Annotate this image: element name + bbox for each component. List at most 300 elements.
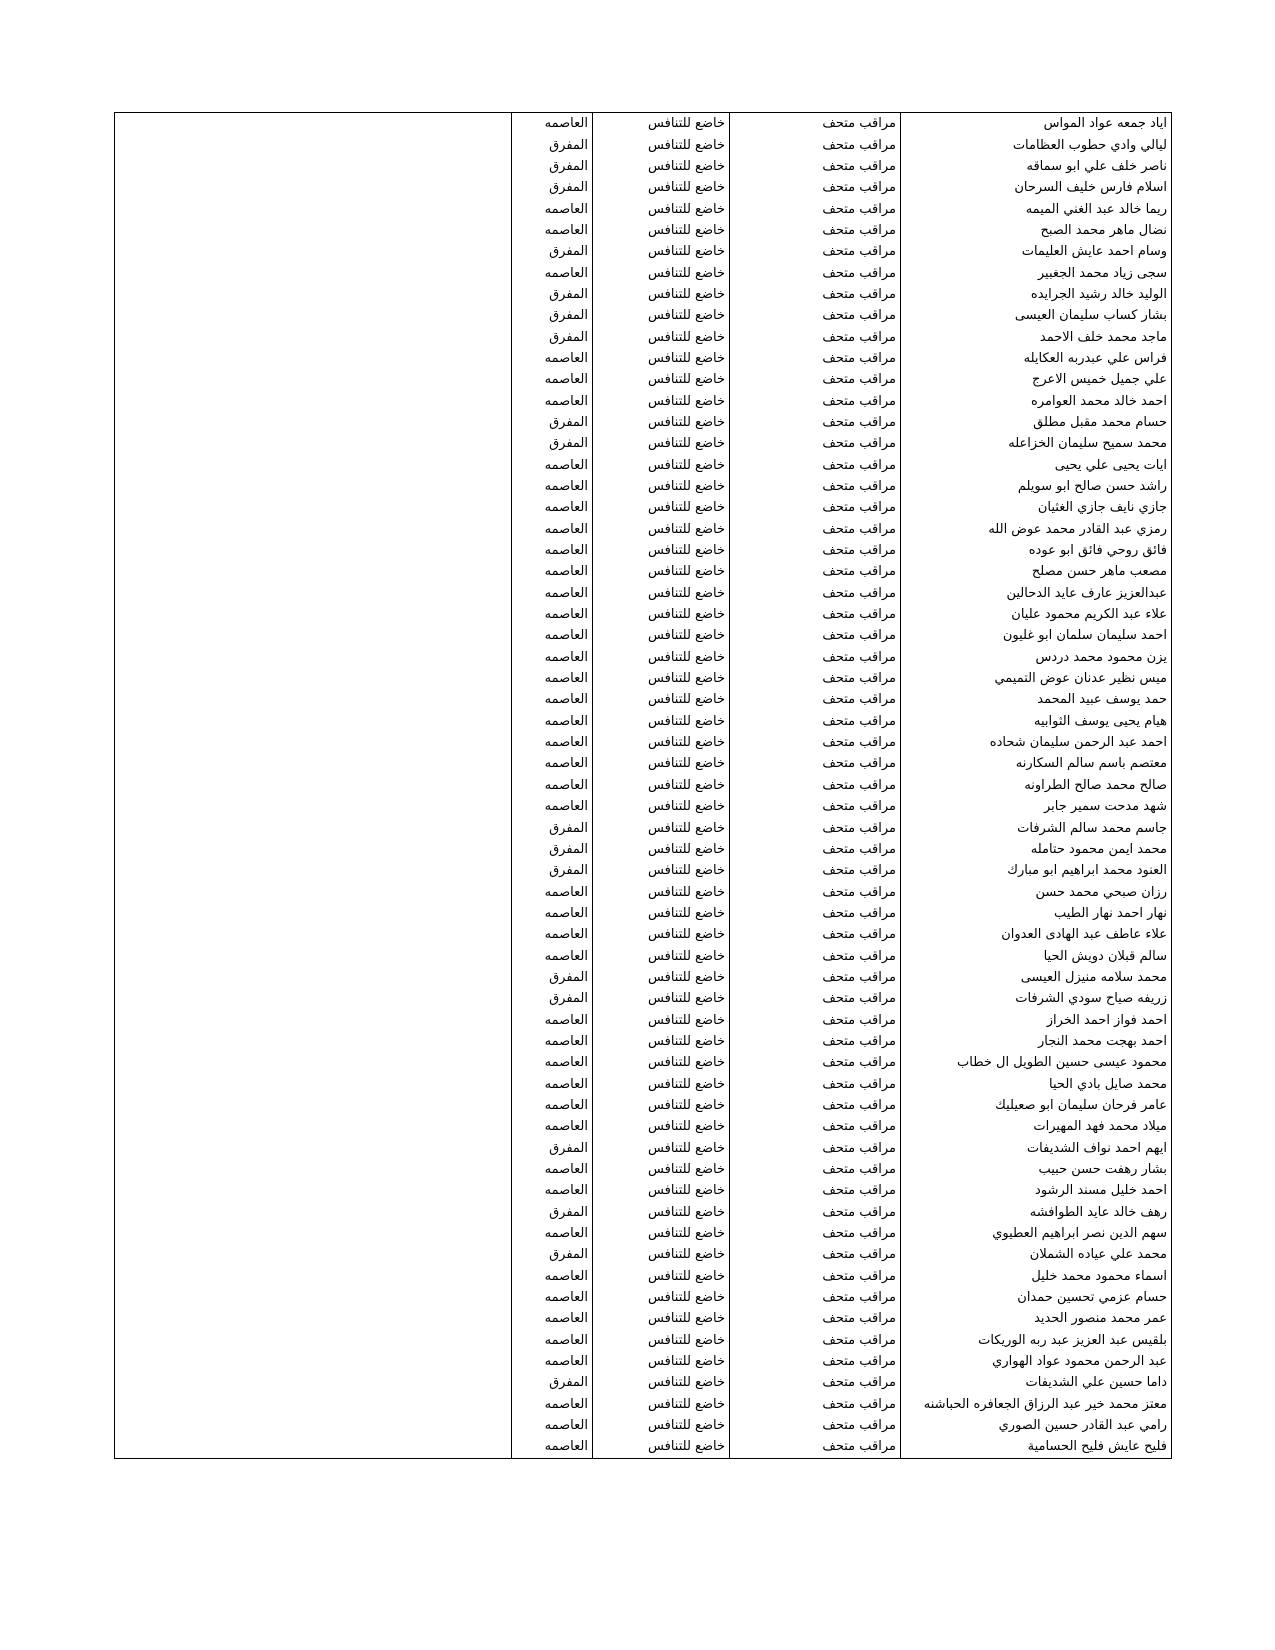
empty-cell	[115, 775, 512, 796]
table-row	[115, 348, 1172, 369]
empty-cell	[115, 796, 512, 817]
table-row	[115, 1351, 1172, 1372]
region-cell: المفرق	[512, 988, 593, 1009]
table-row	[115, 881, 1172, 902]
region-cell: المفرق	[512, 817, 593, 838]
status-cell: خاضع للتنافس	[593, 390, 730, 411]
region-cell: العاصمه	[512, 1031, 593, 1052]
empty-cell	[115, 1351, 512, 1372]
empty-cell	[115, 262, 512, 283]
empty-cell	[115, 967, 512, 988]
job-title-cell: مراقب متحف	[730, 284, 901, 305]
table-row	[115, 668, 1172, 689]
job-title-cell: مراقب متحف	[730, 668, 901, 689]
region-cell: العاصمه	[512, 583, 593, 604]
empty-cell	[115, 198, 512, 219]
region-cell: العاصمه	[512, 476, 593, 497]
name-cell: هيام يحيى يوسف الثوابيه	[901, 711, 1172, 732]
status-cell: خاضع للتنافس	[593, 1330, 730, 1351]
status-cell: خاضع للتنافس	[593, 967, 730, 988]
name-cell: محمد علي عياده الشملان	[901, 1244, 1172, 1265]
region-cell: العاصمه	[512, 668, 593, 689]
table-row	[115, 433, 1172, 454]
table-body	[115, 113, 1172, 1459]
empty-cell	[115, 1244, 512, 1265]
empty-cell	[115, 839, 512, 860]
job-title-cell: مراقب متحف	[730, 839, 901, 860]
name-cell: زريفه صياح سودي الشرفات	[901, 988, 1172, 1009]
name-cell: رامي عبد القادر حسين الصوري	[901, 1415, 1172, 1436]
empty-cell	[115, 689, 512, 710]
status-cell: خاضع للتنافس	[593, 1052, 730, 1073]
name-cell: اسلام فارس خليف السرحان	[901, 177, 1172, 198]
name-cell: احمد خالد محمد العوامره	[901, 390, 1172, 411]
region-cell: العاصمه	[512, 1394, 593, 1415]
empty-cell	[115, 1009, 512, 1030]
status-cell: خاضع للتنافس	[593, 1266, 730, 1287]
region-cell: العاصمه	[512, 945, 593, 966]
empty-cell	[115, 156, 512, 177]
empty-cell	[115, 753, 512, 774]
name-cell: محمد سميح سليمان الخزاعله	[901, 433, 1172, 454]
status-cell: خاضع للتنافس	[593, 988, 730, 1009]
status-cell: خاضع للتنافس	[593, 1180, 730, 1201]
job-title-cell: مراقب متحف	[730, 1180, 901, 1201]
job-title-cell: مراقب متحف	[730, 390, 901, 411]
region-cell: العاصمه	[512, 1073, 593, 1094]
region-cell: المفرق	[512, 177, 593, 198]
empty-cell	[115, 177, 512, 198]
name-cell: سالم قبلان دويش الحيا	[901, 945, 1172, 966]
name-cell: حمد يوسف عبيد المحمد	[901, 689, 1172, 710]
table-row	[115, 1330, 1172, 1351]
name-cell: سجى زياد محمد الجغبير	[901, 262, 1172, 283]
table-row	[115, 1287, 1172, 1308]
table-row	[115, 412, 1172, 433]
job-title-cell: مراقب متحف	[730, 881, 901, 902]
name-cell: بشار كساب سليمان العيسى	[901, 305, 1172, 326]
region-cell: العاصمه	[512, 1159, 593, 1180]
empty-cell	[115, 1116, 512, 1137]
status-cell: خاضع للتنافس	[593, 476, 730, 497]
name-cell: اسماء محمود محمد خليل	[901, 1266, 1172, 1287]
status-cell: خاضع للتنافس	[593, 860, 730, 881]
table-row	[115, 967, 1172, 988]
name-cell: الوليد خالد رشيد الجرايده	[901, 284, 1172, 305]
job-title-cell: مراقب متحف	[730, 369, 901, 390]
job-title-cell: مراقب متحف	[730, 1031, 901, 1052]
name-cell: يزن محمود محمد دردس	[901, 647, 1172, 668]
name-cell: رزان صبحي محمد حسن	[901, 881, 1172, 902]
region-cell: المفرق	[512, 412, 593, 433]
status-cell: خاضع للتنافس	[593, 1351, 730, 1372]
table-row	[115, 305, 1172, 326]
job-title-cell: مراقب متحف	[730, 1116, 901, 1137]
job-title-cell: مراقب متحف	[730, 262, 901, 283]
table-row	[115, 156, 1172, 177]
status-cell: خاضع للتنافس	[593, 1138, 730, 1159]
name-cell: فراس علي عبدربه العكايله	[901, 348, 1172, 369]
job-title-cell: مراقب متحف	[730, 1394, 901, 1415]
region-cell: العاصمه	[512, 220, 593, 241]
job-title-cell: مراقب متحف	[730, 1159, 901, 1180]
name-cell: مصعب ماهر حسن مصلح	[901, 561, 1172, 582]
job-title-cell: مراقب متحف	[730, 860, 901, 881]
table-row	[115, 924, 1172, 945]
empty-cell	[115, 647, 512, 668]
region-cell: العاصمه	[512, 1116, 593, 1137]
table-row	[115, 945, 1172, 966]
region-cell: العاصمه	[512, 711, 593, 732]
region-cell: المفرق	[512, 241, 593, 262]
empty-cell	[115, 1095, 512, 1116]
name-cell: رهف خالد عايد الطوافشه	[901, 1202, 1172, 1223]
table-row	[115, 198, 1172, 219]
table-row	[115, 134, 1172, 155]
table-row	[115, 1031, 1172, 1052]
empty-cell	[115, 369, 512, 390]
job-title-cell: مراقب متحف	[730, 113, 901, 135]
empty-cell	[115, 1223, 512, 1244]
empty-cell	[115, 561, 512, 582]
status-cell: خاضع للتنافس	[593, 625, 730, 646]
region-cell: المفرق	[512, 1138, 593, 1159]
empty-cell	[115, 1138, 512, 1159]
job-title-cell: مراقب متحف	[730, 476, 901, 497]
table-row	[115, 390, 1172, 411]
status-cell: خاضع للتنافس	[593, 1372, 730, 1393]
name-cell: حسام محمد مقبل مطلق	[901, 412, 1172, 433]
name-cell: ماجد محمد خلف الاحمد	[901, 326, 1172, 347]
empty-cell	[115, 1436, 512, 1458]
name-cell: عبد الرحمن محمود عواد الهواري	[901, 1351, 1172, 1372]
empty-cell	[115, 817, 512, 838]
table-row	[115, 1308, 1172, 1329]
job-title-cell: مراقب متحف	[730, 583, 901, 604]
status-cell: خاضع للتنافس	[593, 113, 730, 135]
job-title-cell: مراقب متحف	[730, 945, 901, 966]
status-cell: خاضع للتنافس	[593, 1116, 730, 1137]
name-cell: بشار رهفت حسن حبيب	[901, 1159, 1172, 1180]
table-row	[115, 1415, 1172, 1436]
empty-cell	[115, 988, 512, 1009]
region-cell: العاصمه	[512, 732, 593, 753]
status-cell: خاضع للتنافس	[593, 903, 730, 924]
status-cell: خاضع للتنافس	[593, 241, 730, 262]
table-row	[115, 1138, 1172, 1159]
region-cell: المفرق	[512, 839, 593, 860]
job-title-cell: مراقب متحف	[730, 1330, 901, 1351]
name-cell: محمد سلامه منيزل العيسى	[901, 967, 1172, 988]
name-cell: محمد صايل بادي الحيا	[901, 1073, 1172, 1094]
table-row	[115, 497, 1172, 518]
table-row	[115, 1372, 1172, 1393]
region-cell: العاصمه	[512, 390, 593, 411]
status-cell: خاضع للتنافس	[593, 134, 730, 155]
region-cell: العاصمه	[512, 540, 593, 561]
name-cell: حسام عزمي تحسين حمدان	[901, 1287, 1172, 1308]
status-cell: خاضع للتنافس	[593, 732, 730, 753]
table-row	[115, 241, 1172, 262]
status-cell: خاضع للتنافس	[593, 753, 730, 774]
empty-cell	[115, 305, 512, 326]
region-cell: العاصمه	[512, 604, 593, 625]
name-cell: معتز محمد خير عبد الرزاق الجعافره الحباشنه	[901, 1394, 1172, 1415]
table-row	[115, 519, 1172, 540]
region-cell: العاصمه	[512, 1266, 593, 1287]
job-title-cell: مراقب متحف	[730, 988, 901, 1009]
name-cell: احمد خليل مسند الرشود	[901, 1180, 1172, 1201]
table-row	[115, 583, 1172, 604]
status-cell: خاضع للتنافس	[593, 369, 730, 390]
region-cell: العاصمه	[512, 924, 593, 945]
status-cell: خاضع للتنافس	[593, 1159, 730, 1180]
region-cell: المفرق	[512, 1244, 593, 1265]
empty-cell	[115, 583, 512, 604]
region-cell: العاصمه	[512, 1095, 593, 1116]
empty-cell	[115, 1372, 512, 1393]
status-cell: خاضع للتنافس	[593, 1287, 730, 1308]
region-cell: العاصمه	[512, 369, 593, 390]
name-cell: احمد سليمان سلمان ابو غليون	[901, 625, 1172, 646]
name-cell: العنود محمد ابراهيم ابو مبارك	[901, 860, 1172, 881]
table-row	[115, 711, 1172, 732]
job-title-cell: مراقب متحف	[730, 1244, 901, 1265]
table-row	[115, 177, 1172, 198]
table-row	[115, 220, 1172, 241]
name-cell: فائق روحي فائق ابو عوده	[901, 540, 1172, 561]
name-cell: عبدالعزيز عارف عايد الدحالين	[901, 583, 1172, 604]
table-row	[115, 262, 1172, 283]
job-title-cell: مراقب متحف	[730, 604, 901, 625]
status-cell: خاضع للتنافس	[593, 497, 730, 518]
empty-cell	[115, 1159, 512, 1180]
table-row	[115, 1052, 1172, 1073]
table-row	[115, 817, 1172, 838]
status-cell: خاضع للتنافس	[593, 711, 730, 732]
job-title-cell: مراقب متحف	[730, 711, 901, 732]
empty-cell	[115, 1180, 512, 1201]
status-cell: خاضع للتنافس	[593, 1009, 730, 1030]
status-cell: خاضع للتنافس	[593, 1244, 730, 1265]
job-title-cell: مراقب متحف	[730, 775, 901, 796]
table-row	[115, 753, 1172, 774]
job-title-cell: مراقب متحف	[730, 1308, 901, 1329]
empty-cell	[115, 1073, 512, 1094]
status-cell: خاضع للتنافس	[593, 817, 730, 838]
region-cell: العاصمه	[512, 198, 593, 219]
region-cell: العاصمه	[512, 1009, 593, 1030]
empty-cell	[115, 625, 512, 646]
job-title-cell: مراقب متحف	[730, 625, 901, 646]
region-cell: المفرق	[512, 967, 593, 988]
region-cell: العاصمه	[512, 1308, 593, 1329]
table-row	[115, 1244, 1172, 1265]
name-cell: ميلاد محمد فهد المهيرات	[901, 1116, 1172, 1137]
table-row	[115, 1180, 1172, 1201]
job-title-cell: مراقب متحف	[730, 134, 901, 155]
status-cell: خاضع للتنافس	[593, 561, 730, 582]
job-title-cell: مراقب متحف	[730, 241, 901, 262]
table-row	[115, 796, 1172, 817]
empty-cell	[115, 455, 512, 476]
name-cell: صالح محمد صالح الطراونه	[901, 775, 1172, 796]
empty-cell	[115, 1052, 512, 1073]
region-cell: العاصمه	[512, 1052, 593, 1073]
status-cell: خاضع للتنافس	[593, 1031, 730, 1052]
status-cell: خاضع للتنافس	[593, 1095, 730, 1116]
empty-cell	[115, 326, 512, 347]
table-row	[115, 839, 1172, 860]
name-cell: وسام احمد عايش العليمات	[901, 241, 1172, 262]
job-title-cell: مراقب متحف	[730, 1223, 901, 1244]
job-title-cell: مراقب متحف	[730, 1287, 901, 1308]
empty-cell	[115, 903, 512, 924]
table-row	[115, 540, 1172, 561]
job-title-cell: مراقب متحف	[730, 817, 901, 838]
job-title-cell: مراقب متحف	[730, 1095, 901, 1116]
status-cell: خاضع للتنافس	[593, 412, 730, 433]
region-cell: العاصمه	[512, 455, 593, 476]
region-cell: المفرق	[512, 1372, 593, 1393]
name-cell: معتصم باسم سالم السكارنه	[901, 753, 1172, 774]
empty-cell	[115, 348, 512, 369]
empty-cell	[115, 412, 512, 433]
name-cell: نضال ماهر محمد الصبح	[901, 220, 1172, 241]
table-row	[115, 775, 1172, 796]
empty-cell	[115, 1394, 512, 1415]
name-cell: نهار احمد نهار الطيب	[901, 903, 1172, 924]
job-title-cell: مراقب متحف	[730, 924, 901, 945]
status-cell: خاضع للتنافس	[593, 262, 730, 283]
job-title-cell: مراقب متحف	[730, 1202, 901, 1223]
empty-cell	[115, 1266, 512, 1287]
region-cell: المفرق	[512, 305, 593, 326]
name-cell: محمد ايمن محمود حتامله	[901, 839, 1172, 860]
job-title-cell: مراقب متحف	[730, 156, 901, 177]
job-title-cell: مراقب متحف	[730, 1436, 901, 1458]
name-cell: عامر فرحان سليمان ابو صعيليك	[901, 1095, 1172, 1116]
region-cell: العاصمه	[512, 1180, 593, 1201]
name-cell: داما حسين علي الشديفات	[901, 1372, 1172, 1393]
empty-cell	[115, 241, 512, 262]
status-cell: خاضع للتنافس	[593, 668, 730, 689]
name-cell: اياد جمعه عواد المواس	[901, 113, 1172, 135]
empty-cell	[115, 732, 512, 753]
table-row	[115, 1436, 1172, 1458]
status-cell: خاضع للتنافس	[593, 305, 730, 326]
region-cell: العاصمه	[512, 903, 593, 924]
region-cell: العاصمه	[512, 262, 593, 283]
empty-cell	[115, 497, 512, 518]
status-cell: خاضع للتنافس	[593, 945, 730, 966]
region-cell: العاصمه	[512, 561, 593, 582]
status-cell: خاضع للتنافس	[593, 540, 730, 561]
empty-cell	[115, 113, 512, 135]
job-title-cell: مراقب متحف	[730, 412, 901, 433]
status-cell: خاضع للتنافس	[593, 284, 730, 305]
job-title-cell: مراقب متحف	[730, 689, 901, 710]
status-cell: خاضع للتنافس	[593, 326, 730, 347]
table-row	[115, 326, 1172, 347]
empty-cell	[115, 220, 512, 241]
empty-cell	[115, 1330, 512, 1351]
status-cell: خاضع للتنافس	[593, 519, 730, 540]
name-cell: ناصر خلف علي ابو سماقه	[901, 156, 1172, 177]
table-row	[115, 689, 1172, 710]
status-cell: خاضع للتنافس	[593, 198, 730, 219]
name-cell: احمد عبد الرحمن سليمان شحاده	[901, 732, 1172, 753]
name-cell: سهم الدين نصر ابراهيم العطيوي	[901, 1223, 1172, 1244]
job-title-cell: مراقب متحف	[730, 732, 901, 753]
region-cell: المفرق	[512, 156, 593, 177]
name-cell: ريما خالد عبد الغني الميمه	[901, 198, 1172, 219]
empty-cell	[115, 284, 512, 305]
table-row	[115, 369, 1172, 390]
job-title-cell: مراقب متحف	[730, 1415, 901, 1436]
status-cell: خاضع للتنافس	[593, 433, 730, 454]
table-row	[115, 647, 1172, 668]
region-cell: العاصمه	[512, 625, 593, 646]
name-cell: ايات يحيى علي يحيى	[901, 455, 1172, 476]
table-row	[115, 1159, 1172, 1180]
empty-cell	[115, 668, 512, 689]
name-cell: احمد بهجت محمد النجار	[901, 1031, 1172, 1052]
name-cell: علاء عاطف عبد الهادى العدوان	[901, 924, 1172, 945]
empty-cell	[115, 1202, 512, 1223]
status-cell: خاضع للتنافس	[593, 455, 730, 476]
empty-cell	[115, 1415, 512, 1436]
job-title-cell: مراقب متحف	[730, 455, 901, 476]
region-cell: المفرق	[512, 134, 593, 155]
table-row	[115, 1009, 1172, 1030]
region-cell: العاصمه	[512, 881, 593, 902]
region-cell: العاصمه	[512, 647, 593, 668]
name-cell: فليح عايش فليح الحسامية	[901, 1436, 1172, 1458]
table-row	[115, 1266, 1172, 1287]
region-cell: العاصمه	[512, 497, 593, 518]
region-cell: العاصمه	[512, 519, 593, 540]
name-cell: عمر محمد منصور الحديد	[901, 1308, 1172, 1329]
table-row	[115, 1073, 1172, 1094]
job-title-cell: مراقب متحف	[730, 561, 901, 582]
status-cell: خاضع للتنافس	[593, 647, 730, 668]
job-title-cell: مراقب متحف	[730, 198, 901, 219]
job-title-cell: مراقب متحف	[730, 1138, 901, 1159]
empty-cell	[115, 604, 512, 625]
region-cell: العاصمه	[512, 796, 593, 817]
table-row	[115, 1116, 1172, 1137]
job-title-cell: مراقب متحف	[730, 519, 901, 540]
job-title-cell: مراقب متحف	[730, 967, 901, 988]
status-cell: خاضع للتنافس	[593, 348, 730, 369]
job-title-cell: مراقب متحف	[730, 326, 901, 347]
region-cell: المفرق	[512, 1202, 593, 1223]
status-cell: خاضع للتنافس	[593, 775, 730, 796]
name-cell: جازي نايف جازي الغثيان	[901, 497, 1172, 518]
empty-cell	[115, 540, 512, 561]
name-cell: علاء عبد الكريم محمود عليان	[901, 604, 1172, 625]
region-cell: العاصمه	[512, 1223, 593, 1244]
region-cell: العاصمه	[512, 775, 593, 796]
status-cell: خاضع للتنافس	[593, 1415, 730, 1436]
status-cell: خاضع للتنافس	[593, 1073, 730, 1094]
region-cell: العاصمه	[512, 1330, 593, 1351]
job-title-cell: مراقب متحف	[730, 647, 901, 668]
name-cell: راشد حسن صالح ابو سويلم	[901, 476, 1172, 497]
region-cell: المفرق	[512, 326, 593, 347]
job-title-cell: مراقب متحف	[730, 1052, 901, 1073]
